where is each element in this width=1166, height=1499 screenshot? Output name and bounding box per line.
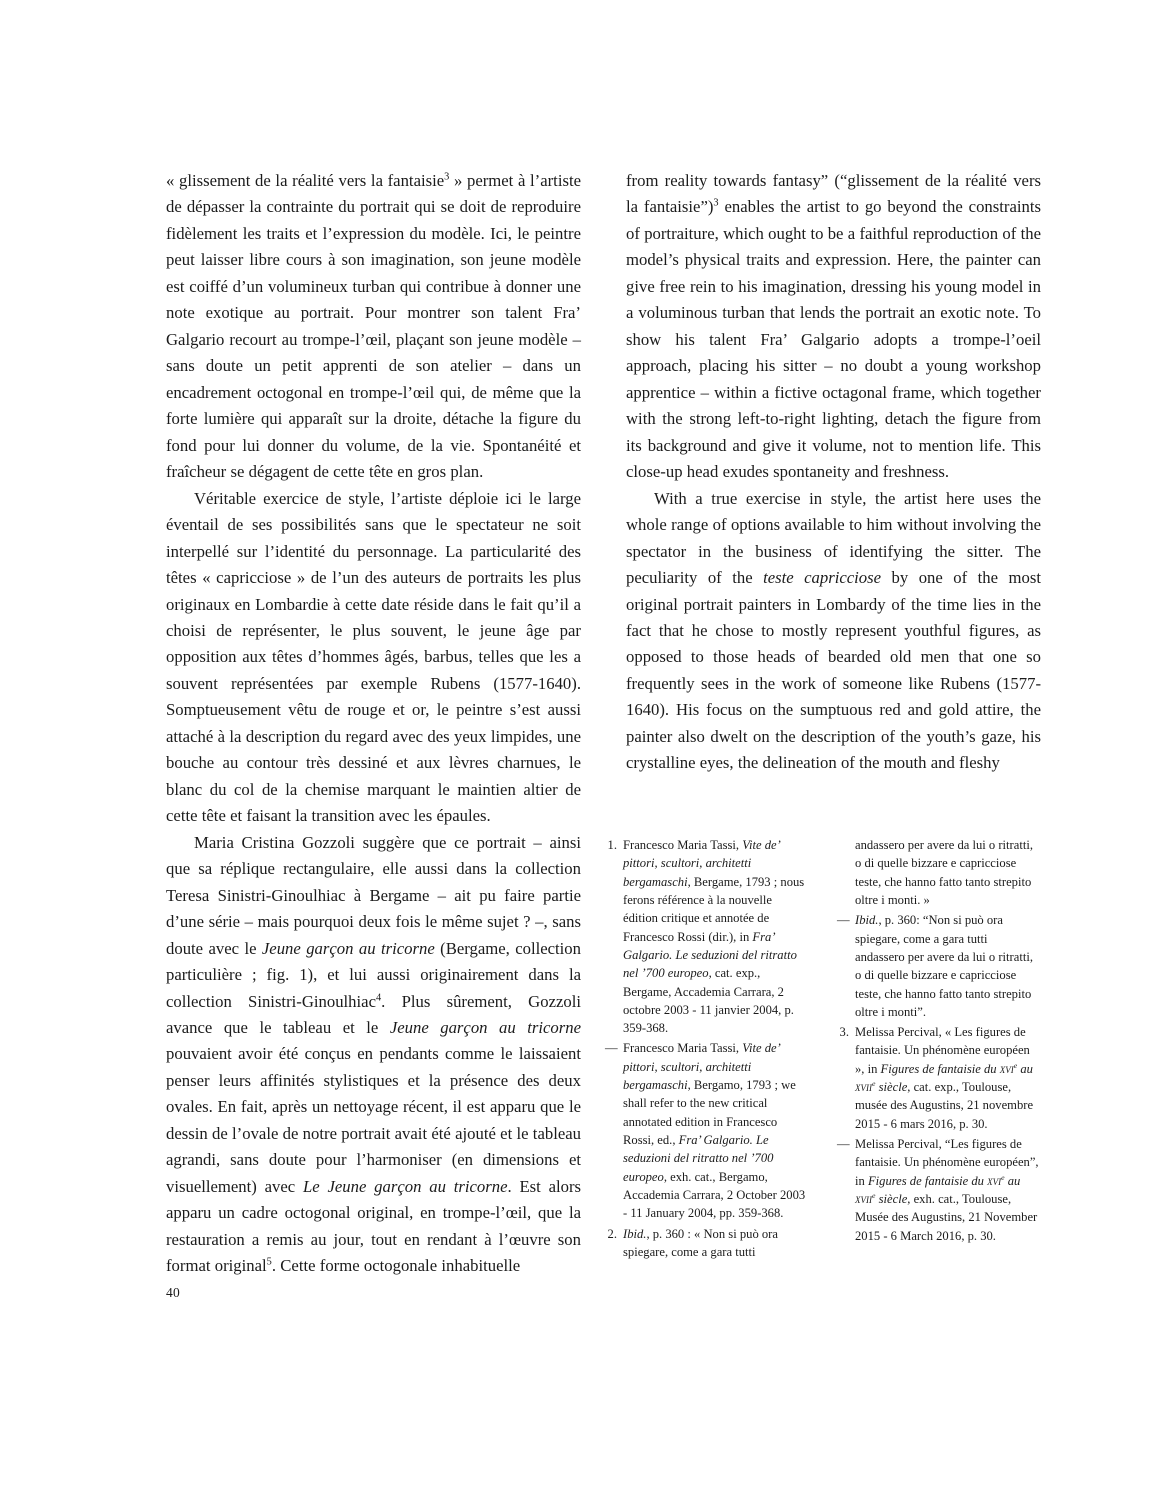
footnote-text: Ibid., p. 360: “Non si può ora spiegare, come a gara tutti andassero per avere da lui o ritratti, o di quelle bizzare e capricciose teste, che hanno fatto tanto strepito oltre i monti”. bbox=[855, 913, 1033, 1019]
paragraph: With a true exercise in style, the artist here uses the whole range of options available to him without involving the spectator in the business of identifying the sitter. The peculiarity of the teste capricciose by one of the most original portrait painters in Lombardy of the time lies in the fact that he chose to mostly represent youthful figures, as opposed to those heads of bearded old men that one so frequently sees in the work of someone like Rubens (1577-1640). His focus on the sumptuous red and gold attire, the painter also dwelt on the description of the youth’s gaze, his crystalline eyes, the delineation of the mouth and fleshy bbox=[626, 488, 1041, 773]
footnote-text: Melissa Percival, « Les figures de fantaisie. Un phénomène européen », in Figures de fantaisie du xvi$^e$ au xvii$^e$ siècle, cat. exp., Toulouse, musée des Augustins, 21 novembre 2015 - 6 mars 2016, p. 30. bbox=[855, 1025, 1034, 1131]
footnote-text: Ibid., p. 360 : « Non si può ora spiegare, come a gara tutti bbox=[623, 1226, 778, 1259]
footnote-marker: — bbox=[605, 1041, 618, 1056]
footnote-item bbox=[604, 836, 808, 1037]
paragraph: from reality towards fantasy” (“glissement de la réalité vers la fantaisie”)$^3$ enables the artist to go beyond the constraints of portraiture, which ought to be a faithful reproduction of the model’s physical traits and expression. Here, the painter can give free rein to his imagination, dressing his young model in a voluminous turban that lends the portrait an exotic note. To show his talent Fra’ Galgario adopts a trompe-l’oeil approach, placing his sitter – no doubt a young workshop apprentice – within a fictive octagonal frame, which together with the strong left-to-right lighting, detach the figure from its background and give it volume, not to mention life. This close-up head exudes spontaneity and freshness. bbox=[626, 171, 1041, 482]
footnote-item bbox=[836, 911, 1040, 1021]
footnote-text: Melissa Percival, “Les figures de fantaisie. Un phénomène européen”, in Figures de fantaisie du xvi$^e$ au xvii$^e$ siècle, exh. cat., Toulouse, Musée des Augustins, 21 November 2015 - 6 March 2016, p. 30. bbox=[855, 1137, 1039, 1243]
footnote-item bbox=[604, 1225, 808, 1262]
footnote-marker: — bbox=[837, 913, 850, 928]
paragraph: Maria Cristina Gozzoli suggère que ce portrait – ainsi que sa réplique rectangulaire, elle aussi dans la collection Teresa Sinistri-Ginoulhiac à Bergame – ait pu faire partie d’une série – mais pourquoi deux fois le même sujet ? –, sans doute avec le Jeune garçon au tricorne (Bergame, collection particulière ; fig. 1), et lui aussi originairement dans la collection Sinistri-Ginoulhiac$^4$. Plus sûrement, Gozzoli avance que le tableau et le Jeune garçon au tricorne pouvaient avoir été conçus en pendants comme le laissaient penser leurs affinités stylistiques et la présence des deux ovales. En fait, après un nettoyage récent, il est apparu que le dessin de l’ovale de notre portrait avait été ajouté et le tableau agrandi, sans doute pour l’harmoniser (en dimensions et visuellement) avec Le Jeune garçon au tricorne. Est alors apparu un cadre octogonal original, en trompe-l’œil, que la restauration a remis au jour, tout en rendant à l’œuvre son format original$^5$. Cette forme octogonale inhabituelle bbox=[166, 832, 582, 1276]
footnote-text: Francesco Maria Tassi, Vite de’ pittori, scultori, architetti bergamaschi, Bergame, 1793 ; nous ferons référence à la nouvelle édition critique et annotée de Francesco Rossi (dir.), in Fra’ Galgario. Le seduzioni del ritratto nel ’700 europeo, cat. exp., Bergame, Accademia Carrara, 2 octobre 2003 - 11 janvier 2004, p. 359-368. bbox=[623, 838, 805, 1036]
footnote-item bbox=[836, 1023, 1040, 1133]
footnote-item bbox=[604, 1039, 808, 1222]
footnotes bbox=[604, 836, 1041, 1263]
footnotes-column-right bbox=[836, 836, 1040, 1263]
footnote-item bbox=[836, 1135, 1040, 1245]
footnote-marker: 1. bbox=[607, 838, 617, 852]
page-number: 40 bbox=[166, 1285, 180, 1300]
footnote-marker: — bbox=[837, 1137, 850, 1151]
paragraph: « glissement de la réalité vers la fantaisie$^3$ » permet à l’artiste de dépasser la contrainte du portrait qui se doit de reproduire fidèlement les traits et l’expression du modèle. Ici, le peintre peut laisser libre cours à son imagination, son jeune modèle est coiffé d’un volumineux turban qui contribue à donner une note exotique au portrait. Pour montrer son talent Fra’ Galgario recourt au trompe-l’œil, plaçant son jeune modèle – sans doute un petit apprenti de son atelier – dans un encadrement octogonal en trompe-l’œil qui, de même que la forte lumière qui apparaît sur la droite, détache la figure du fond pour lui donner du volume, de la vie. Spontanéité et fraîcheur se dégagent de cette tête en gros plan. bbox=[166, 171, 581, 482]
footnote-text: Francesco Maria Tassi, Vite de’ pittori, scultori, architetti bergamaschi, Bergamo, 1793 ; we shall refer to the new critical annotated edition in Francesco Rossi, ed., Fra’ Galgario. Le seduzioni del ritratto nel ’700 europeo, exh. cat., Bergamo, Accademia Carrara, 2 October 2003 - 11 January 2004, pp. 359-368. bbox=[623, 1041, 806, 1221]
footnotes-column-left bbox=[604, 836, 808, 1263]
footnote-text: andassero per avere da lui o ritratti, o di quelle bizzare e capricciose teste, che hanno fatto tanto strepito oltre i monti. » bbox=[855, 838, 1033, 907]
footnote-marker bbox=[836, 836, 855, 909]
footnote-item bbox=[836, 836, 1040, 909]
column-left-french bbox=[166, 168, 581, 1280]
footnote-marker: 3. bbox=[839, 1025, 849, 1040]
paragraph: Véritable exercice de style, l’artiste déploie ici le large éventail de ses possibilités sans que le spectateur ne soit interpellé sur l’identité du personnage. La particularité des têtes « capricciose » de l’un des auteurs de portraits les plus originaux en Lombardie à cette date réside dans le fait qu’il a choisi de représenter, le plus souvent, le jeune âge par opposition aux têtes d’hommes âgés, barbus, telles que les a souvent représentées par exemple Rubens (1577-1640). Somptueusement vêtu de rouge et or, le peintre s’est aussi attaché à la description du regard avec des yeux limpides, une bouche au contour très dessiné et aux lèvres charnues, le blanc du col de la chemise marquant le maintien altier de cette tête et faisant la transition avec les épaules. bbox=[166, 488, 581, 826]
footnote-marker: 2. bbox=[607, 1226, 617, 1241]
